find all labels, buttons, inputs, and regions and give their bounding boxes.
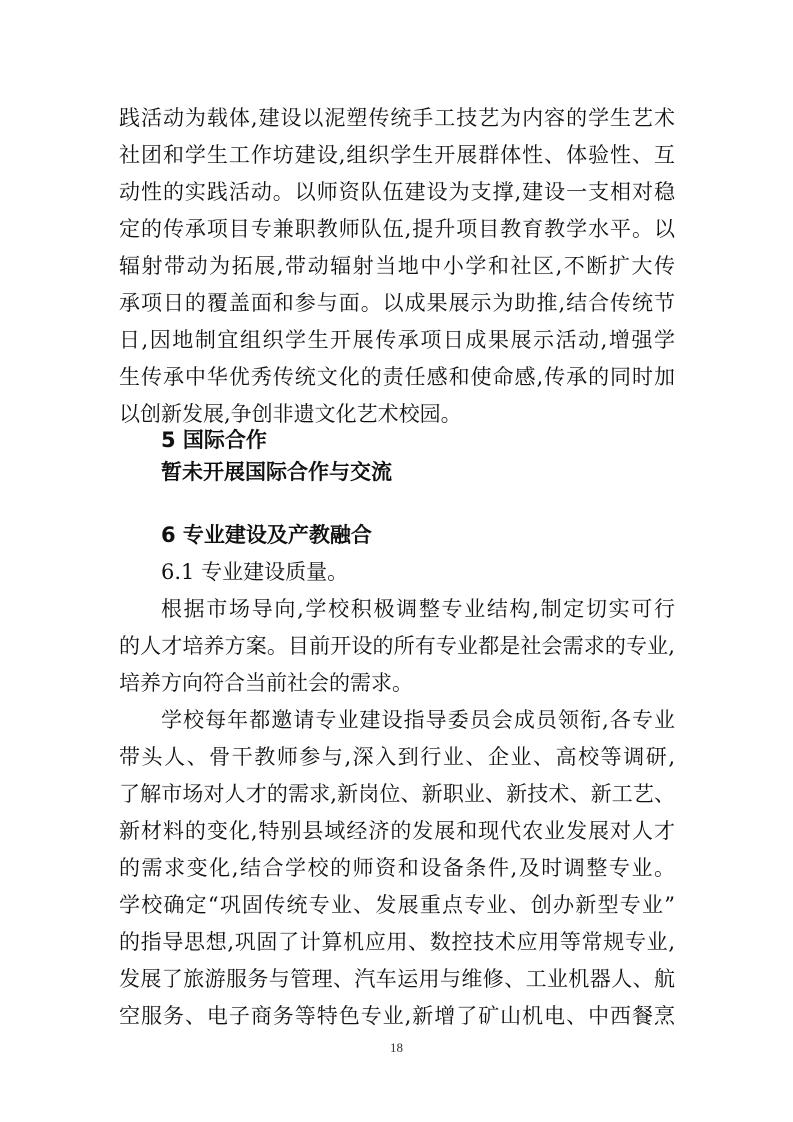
paragraph-line: 承项日的覆盖面和参与面。以成果展示为助推,结合传统节 — [119, 291, 675, 315]
section-5-body: 暂未开展国际合作与交流 — [161, 460, 392, 484]
paragraph-line: 的需求变化,结合学校的师资和设备条件,及时调整专业。 — [119, 856, 675, 880]
paragraph-line: 培养方向符合当前社会的需求。 — [119, 671, 413, 695]
paragraph-line: 社团和学生工作坊建设,组织学生开展群体性、体验性、互 — [119, 143, 675, 167]
section-6-1-subheading: 6.1 专业建设质量。 — [161, 560, 349, 584]
paragraph-line: 学校确定“巩固传统专业、发展重点专业、创办新型专业” — [119, 893, 675, 917]
paragraph-line: 的指导思想,巩固了计算机应用、数控技术应用等常规专业, — [119, 930, 675, 954]
paragraph-line: 了解市场对人才的需求,新岗位、新职业、新技术、新工艺、 — [119, 782, 675, 806]
paragraph-line: 发展了旅游服务与管理、汽车运用与维修、工业机器人、航 — [119, 967, 675, 991]
paragraph-line: 践活动为载体,建设以泥塑传统手工技艺为内容的学生艺术 — [119, 106, 675, 130]
paragraph-line: 以创新发展,争创非遗文化艺术校园。 — [119, 402, 462, 426]
paragraph-line: 学校每年都邀请专业建设指导委员会成员领衔,各专业 — [161, 708, 675, 732]
paragraph-line: 定的传承项目专兼职教师队伍,提升项目教育教学水平。以 — [119, 217, 675, 241]
section-5-heading: 5 国际合作 — [161, 428, 267, 452]
page-number: 18 — [390, 1040, 403, 1055]
paragraph-line: 动性的实践活动。以师资队伍建设为支撑,建设一支相对稳 — [119, 180, 675, 204]
paragraph-line: 生传承中华优秀传统文化的责任感和使命感,传承的同时加 — [119, 365, 675, 389]
paragraph-line: 新材料的变化,特别县域经济的发展和现代农业发展对人才 — [119, 819, 675, 843]
paragraph-line: 带头人、骨干教师参与,深入到行业、企业、高校等调研, — [119, 745, 675, 769]
paragraph-line: 日,因地制宜组织学生开展传承项日成果展示活动,增强学 — [119, 328, 675, 352]
paragraph-line: 辐射带动为拓展,带动辐射当地中小学和社区,不断扩大传 — [119, 254, 675, 278]
paragraph-line: 空服务、电子商务等特色专业,新增了矿山机电、中西餐烹 — [119, 1004, 675, 1028]
paragraph-line: 根据市场导向,学校积极调整专业结构,制定切实可行 — [161, 597, 675, 621]
section-6-heading: 6 专业建设及产教融合 — [161, 523, 372, 547]
paragraph-line: 的人才培养方案。目前开设的所有专业都是社会需求的专业, — [119, 634, 675, 658]
